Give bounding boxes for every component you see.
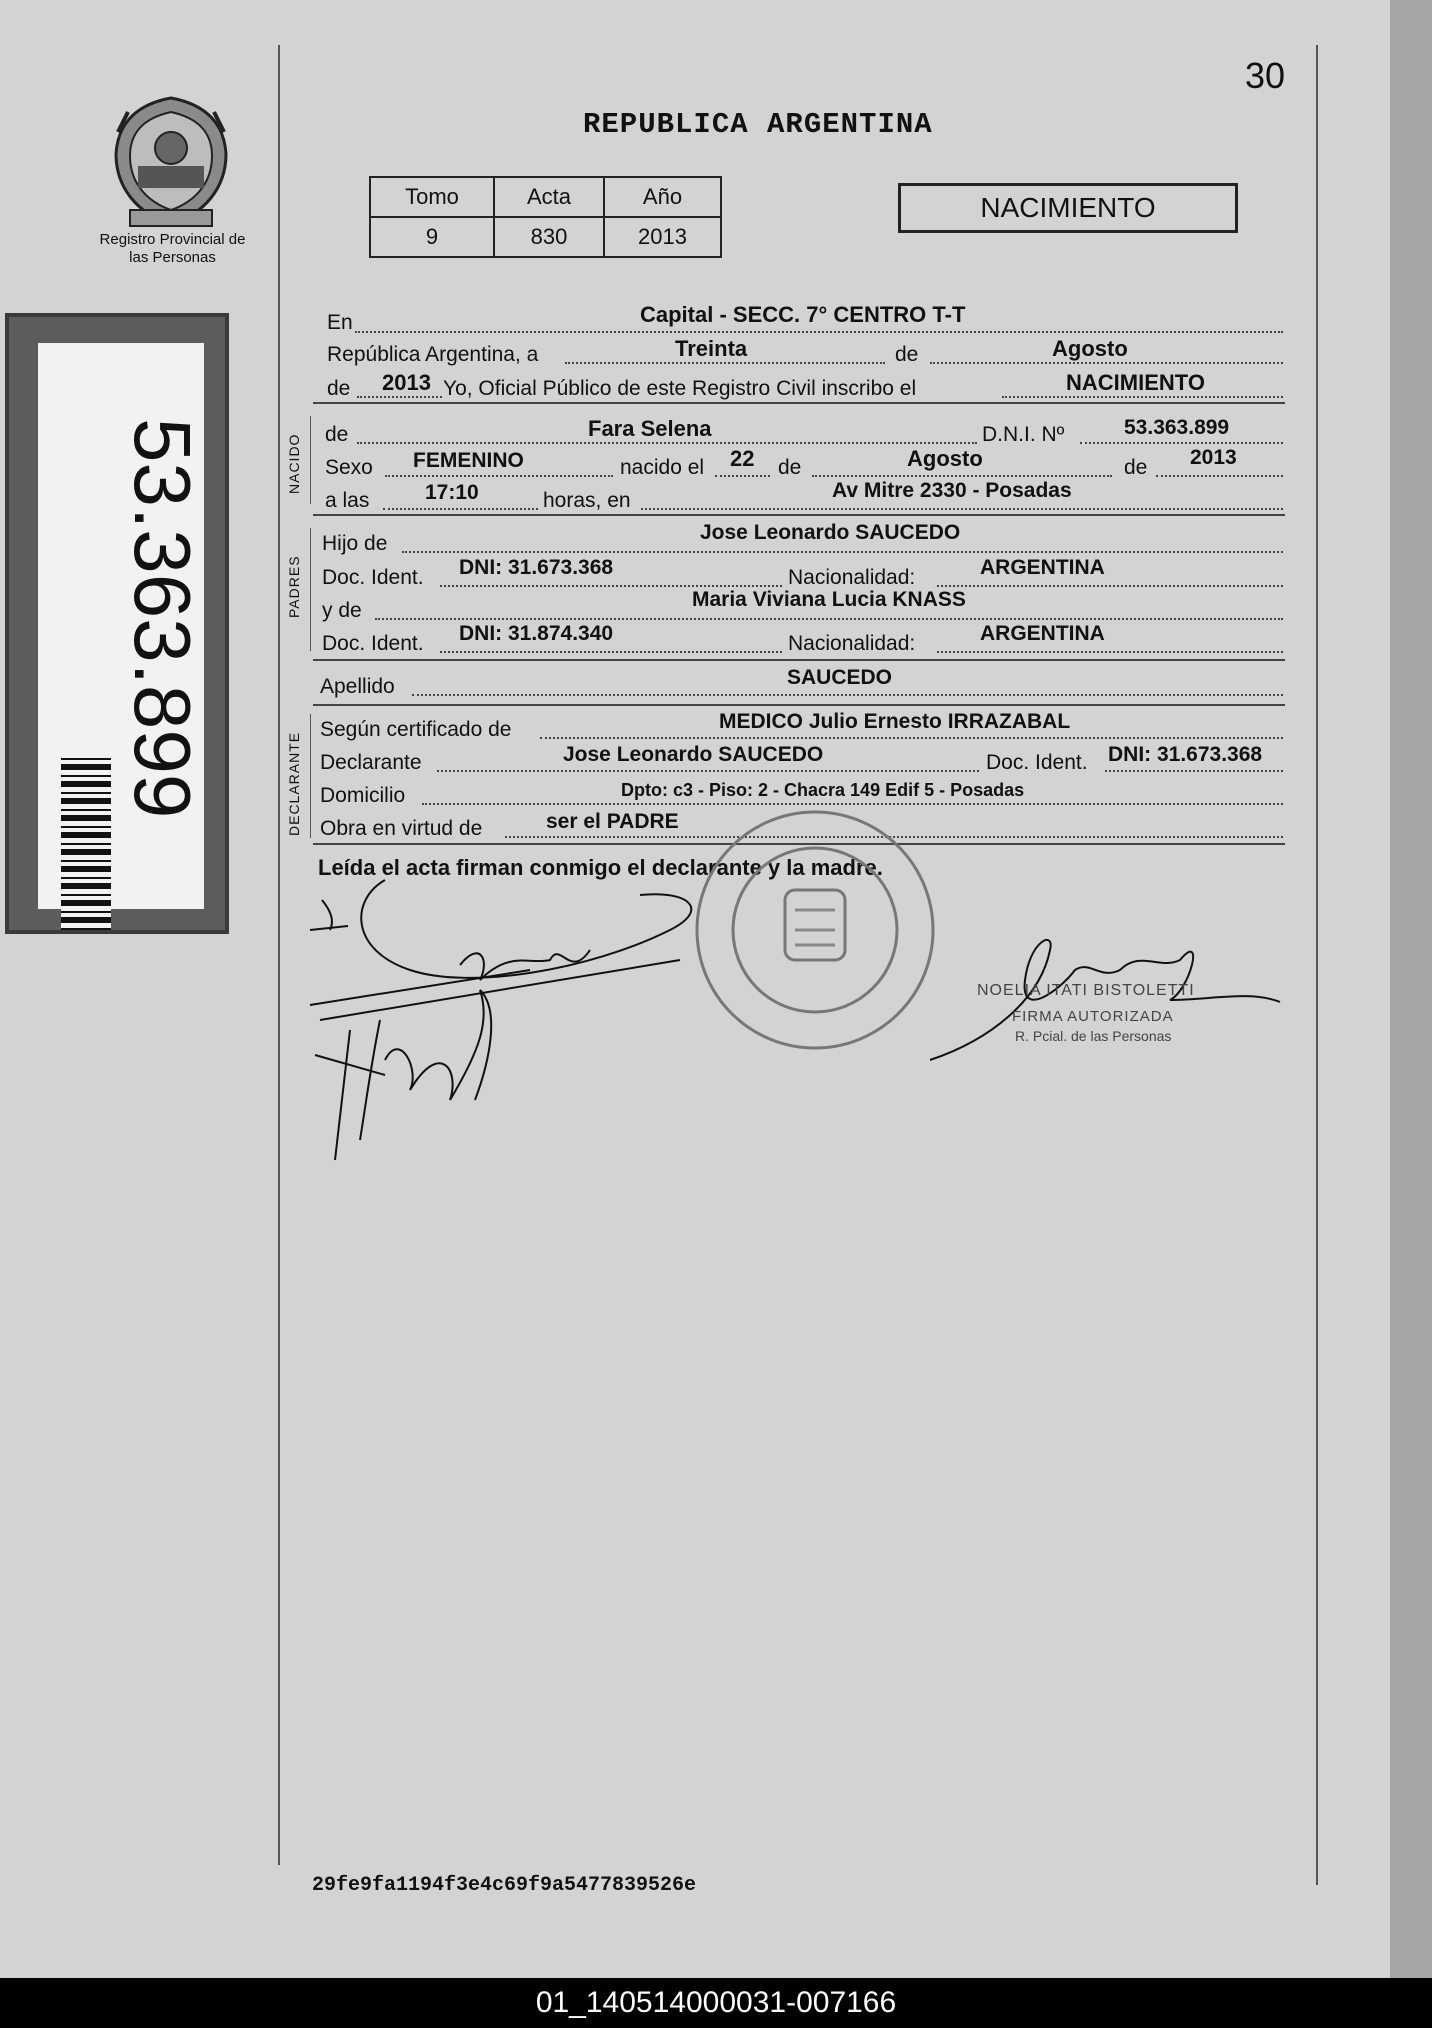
child-sex: FEMENINO [413,449,524,472]
closing-statement: Leída el acta firman conmigo el declarante y la madre. [318,855,883,880]
official-name: NOELIA ITATI BISTOLETTI [977,982,1195,999]
label-declarante: Declarante [320,751,422,774]
label-obra: Obra en virtud de [320,817,483,840]
birth-year: 2013 [1190,446,1237,469]
mother-nationality: ARGENTINA [980,622,1105,645]
surname: SAUCEDO [787,666,893,689]
official-organization: R. Pcial. de las Personas [1015,1028,1172,1044]
label-de: de [1124,456,1148,479]
section-bracket [310,416,311,504]
right-margin-rule [1316,45,1318,1885]
section-divider [313,704,1285,706]
label-certificado: Según certificado de [320,718,512,741]
barcode-icon [61,757,111,934]
tomo-table-value-row [370,217,721,257]
fill-line [357,396,442,398]
fill-line [357,442,977,444]
image-id: 01_140514000031-007166 [535,1986,897,2019]
label-nacido: nacido el [620,456,705,479]
fill-line [437,770,979,772]
mother-name: Maria Viviana Lucia KNASS [692,588,966,611]
tomo-table-header-row [370,177,721,217]
fill-line [402,551,1283,553]
fill-line [440,651,782,653]
fill-line [412,694,1283,696]
label-y-de: y de [322,599,362,622]
act-month: Agosto [1052,336,1128,361]
label-doc-ident: Doc. Ident. [322,566,424,589]
fill-line [440,585,782,587]
child-name: Fara Selena [588,416,712,441]
declarant-doc: DNI: 31.673.368 [1108,743,1263,766]
label-apellido: Apellido [320,675,395,698]
certificate-issuer: MEDICO Julio Ernesto IRRAZABAL [719,710,1071,733]
section-bracket [310,528,311,651]
label-de: de [895,343,919,366]
father-name: Jose Leonardo SAUCEDO [700,521,961,544]
act-day: Treinta [675,336,748,361]
declaration-reason: ser el PADRE [546,810,679,833]
label-nacionalidad: Nacionalidad: [788,632,916,655]
label-en: En [327,311,353,334]
fill-line [1156,475,1283,477]
record-type-box: NACIMIENTO [898,183,1238,233]
birth-place: Av Mitre 2330 - Posadas [832,479,1072,502]
province-seal-icon [108,92,234,230]
label-yo: Yo, Oficial Público de este Registro Civil inscribo el [443,377,917,400]
acta-value: 830 [494,217,604,257]
fill-line [565,362,885,364]
fill-line [930,362,1283,364]
barcode-stamp [5,313,229,934]
section-label-padres: PADRES [286,555,302,618]
label-doc-ident: Doc. Ident. [322,632,424,655]
act-year: 2013 [382,370,431,395]
section-divider [313,514,1285,516]
registry-place: Capital - SECC. 7° CENTRO T-T [640,302,966,327]
label-alas: a las [325,489,370,512]
fill-line [937,585,1283,587]
acta-header: Acta [494,177,604,217]
fill-line [385,475,613,477]
doc-title: REPUBLICA ARGENTINA [583,108,933,141]
fill-line [540,737,1283,739]
tomo-table [369,176,722,258]
fill-line [937,651,1283,653]
section-divider [313,402,1285,404]
anio-value: 2013 [604,217,721,257]
fill-line [355,331,1283,333]
act-kind: NACIMIENTO [1066,370,1205,395]
tomo-value: 9 [370,217,494,257]
declarant-address: Dpto: c3 - Piso: 2 - Chacra 149 Edif 5 - Posadas [621,780,1025,800]
birth-day: 22 [730,446,755,471]
page-number: 30 [1245,55,1286,96]
left-margin-rule [278,45,280,1865]
fill-line [1080,442,1283,444]
section-divider [313,659,1285,661]
registry-name: Registro Provincial de las Personas [99,231,246,266]
label-de: de [325,423,349,446]
father-doc: DNI: 31.673.368 [459,556,614,579]
fill-line [383,508,538,510]
birth-month: Agosto [907,446,983,471]
father-nationality: ARGENTINA [980,556,1105,579]
label-domicilio: Domicilio [320,784,406,807]
section-bracket [310,714,311,838]
fill-line [715,475,770,477]
label-republica: República Argentina, a [327,343,539,366]
label-de: de [327,377,351,400]
section-label-declarante: DECLARANTE [286,731,302,836]
child-dni: 53.363.899 [1124,416,1230,439]
label-de: de [778,456,802,479]
section-label-nacido: NACIDO [286,433,302,494]
official-role: FIRMA AUTORIZADA [1012,1008,1174,1025]
birth-time: 17:10 [425,481,479,504]
fill-line [1105,770,1283,772]
tomo-header: Tomo [370,177,494,217]
fill-line [375,618,1283,620]
label-hijo: Hijo de [322,532,388,555]
declarant-name: Jose Leonardo SAUCEDO [563,743,824,766]
document-hash: 29fe9fa1194f3e4c69f9a5477839526e [312,1874,697,1897]
fill-line [812,475,1112,477]
mother-doc: DNI: 31.874.340 [459,622,614,645]
fill-line [1002,396,1283,398]
label-dni: D.N.I. Nº [982,423,1065,446]
anio-header: Año [604,177,721,217]
page-edge [1390,0,1432,1978]
label-horas: horas, en [543,489,631,512]
fill-line [641,508,1283,510]
label-doc-ident: Doc. Ident. [986,751,1088,774]
label-sexo: Sexo [325,456,373,479]
barcode-dni-number: 53.363.899 [118,418,207,819]
image-id-bar [0,1978,1432,2028]
label-nacionalidad: Nacionalidad: [788,566,916,589]
